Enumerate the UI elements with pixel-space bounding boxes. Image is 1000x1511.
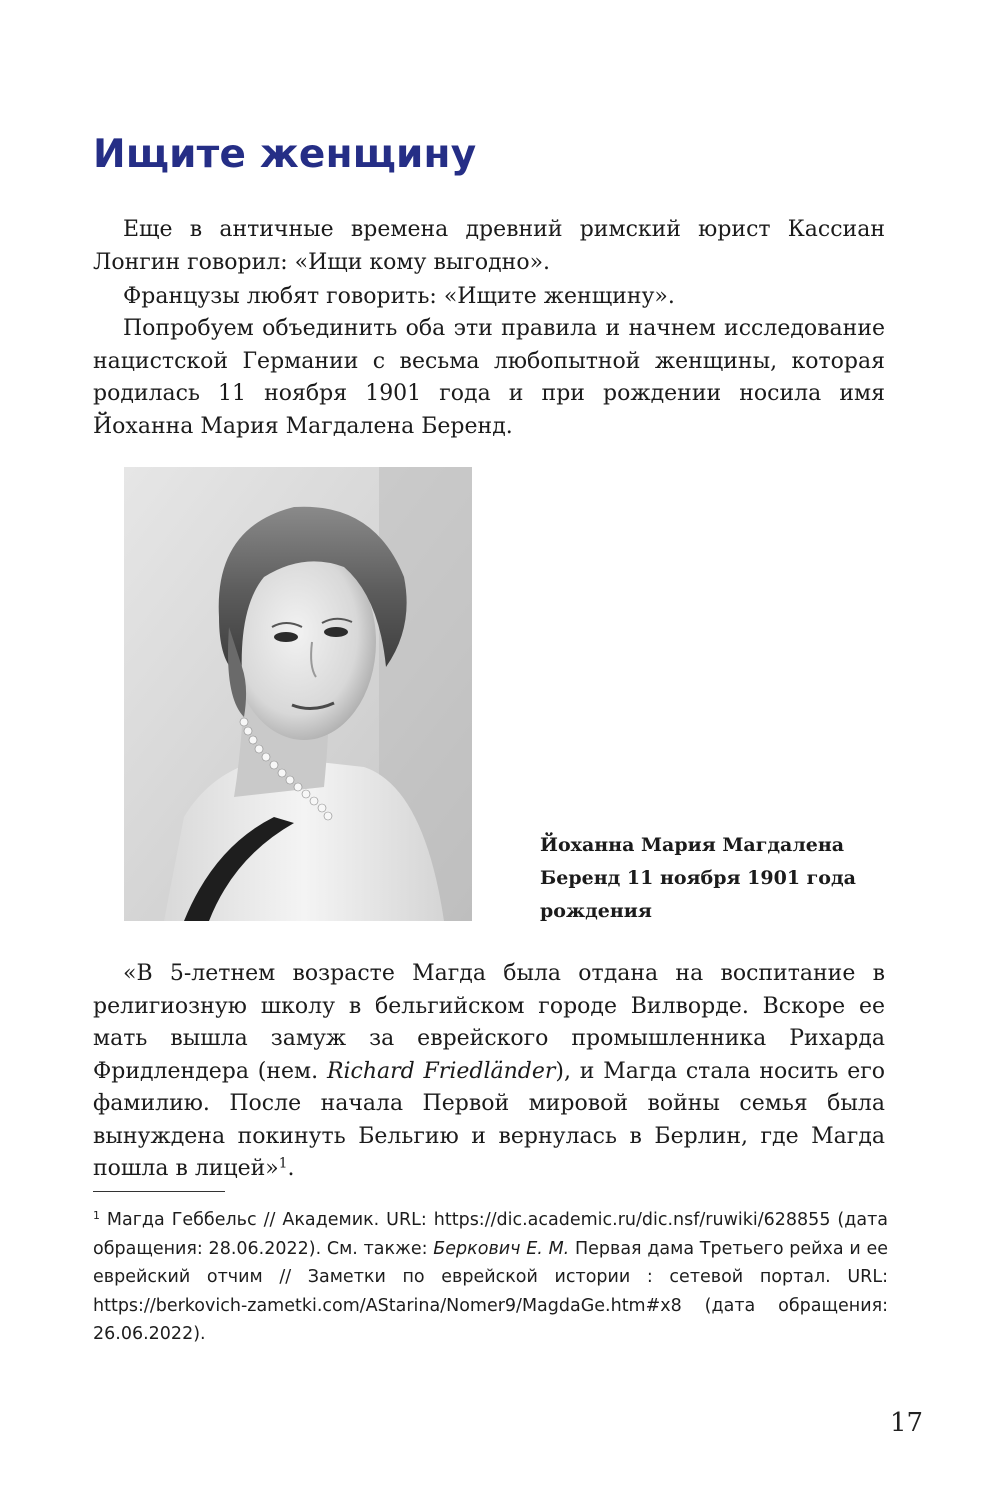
- footnote-text-b: Первая дама Третьего рейха и ее еврейский отчим // Заметки по еврейской истории : сетевой портал. URL: https://berkovich-zametki.com/AStarina/Nomer9/MagdaGe.htm#x8 (дата обращения: 26.06.2022).: [93, 1238, 889, 1344]
- footnote-divider: [93, 1191, 225, 1192]
- portrait-photo: [124, 467, 472, 921]
- footnote-reference[interactable]: 1: [278, 1155, 288, 1172]
- paragraph-4-text-b: ), и Магда стала носить его фамилию. После начала Первой мировой войны семья была вынуждена покинуть Бельгию и вернулась в Берлин, где Магда пошла в лицей»: [93, 1058, 885, 1181]
- page-number: 17: [890, 1408, 924, 1438]
- paragraph-4: [93, 958, 885, 1186]
- foreign-name: Richard Friedländer: [326, 1058, 556, 1084]
- footnote-author: Беркович Е. М.: [433, 1238, 570, 1259]
- paragraph-4-end: .: [287, 1156, 295, 1181]
- photo-caption: Йоханна Мария Магдалена Беренд 11 ноября 1901 года рождения: [540, 834, 856, 922]
- portrait-image: [124, 467, 472, 921]
- paragraph-2: Французы любят говорить: «Ищите женщину».: [123, 284, 675, 309]
- chapter-title: Ищите женщину: [93, 132, 477, 177]
- footnote: [93, 1206, 888, 1349]
- footnote-number: 1: [93, 1209, 100, 1223]
- paragraph-4-text-a: «В 5-летнем возрасте Магда была отдана на воспитание в религиозную школу в бельгийском городе Вилворде. Вскоре ее мать вышла замуж за еврейского промышленника Рихарда Фридлендера (нем.: [93, 961, 885, 1084]
- paragraph-1: Еще в античные времена древний римский юрист Кассиан Лонгин говорил: «Ищи кому выгодно».: [93, 217, 885, 275]
- footnote-text-a: Магда Геббельс // Академик. URL: https://dic.academic.ru/dic.nsf/ruwiki/628855 (дата обращения: 28.06.2022). См. также:: [93, 1210, 888, 1259]
- paragraph-3: Попробуем объединить оба эти правила и начнем исследование нацистской Германии с весьма любопытной женщины, которая родилась 11 ноября 1901 года и при рождении носила имя Йоханна Мария Магдалена Беренд.: [93, 316, 885, 439]
